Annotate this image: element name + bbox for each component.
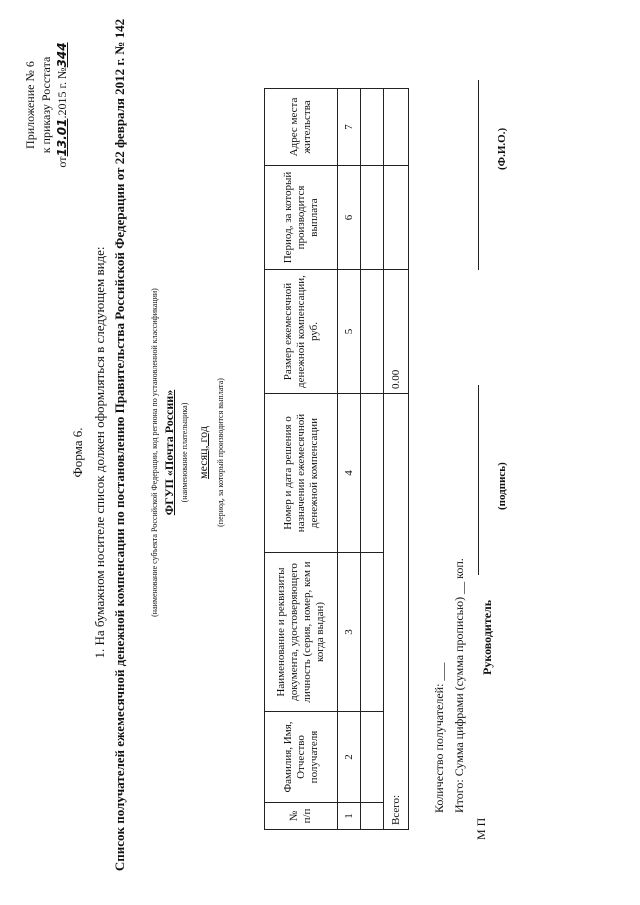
subject-note: (наименование субъекта Российской Федерации, код региона по установленной классификации) xyxy=(150,288,159,617)
appendix-line1: Приложение № 6 xyxy=(23,61,37,149)
header-cell: № п/п xyxy=(265,803,338,830)
period-note: (период, за который производится выплата) xyxy=(216,378,225,527)
date-month: 01 xyxy=(55,118,69,136)
document-title: Список получателей ежемесячной денежной компенсации по постановлению Правительства Российской Федерации от 22 февраля 2012 г. № 142 xyxy=(112,18,127,872)
recipients-count: Количество получателей: ___ xyxy=(432,662,446,813)
header-cell: Размер ежемесячной денежной компенсации, руб. xyxy=(265,270,338,394)
header-cell: Адрес места жительства xyxy=(265,89,338,166)
date-suffix: .2015 г. № xyxy=(55,67,69,119)
table-cell: 6 xyxy=(338,166,361,270)
header-cell: Фамилия, Имя, Отчество получателя xyxy=(265,712,338,803)
table-cell: 3 xyxy=(338,553,361,712)
form-title: Форма 6. xyxy=(70,427,85,478)
table-cell xyxy=(361,712,384,803)
appendix-line2: к приказу Росстата xyxy=(39,56,53,154)
table-cell xyxy=(361,166,384,270)
table-cell: 5 xyxy=(338,270,361,394)
table-header-row xyxy=(265,89,338,830)
appendix-date xyxy=(54,15,70,195)
head-label: Руководитель xyxy=(480,599,494,675)
table-cell xyxy=(361,803,384,830)
appendix-block xyxy=(22,15,70,195)
table-cell: 1 xyxy=(338,803,361,830)
period-value: месяц, год xyxy=(196,426,210,479)
table-cell xyxy=(361,270,384,394)
table-cell: 2 xyxy=(338,712,361,803)
table-row xyxy=(361,89,384,830)
total-row xyxy=(384,89,409,830)
total-label: Всего: xyxy=(384,394,409,830)
order-number: 344 xyxy=(55,42,69,68)
table-row xyxy=(338,89,361,830)
stamp-place: М П xyxy=(474,817,488,840)
payer-name: ФГУП «Почта России» xyxy=(162,389,176,516)
table-cell: 4 xyxy=(338,394,361,553)
signature-line xyxy=(478,385,479,575)
date-day: 13. xyxy=(55,135,69,157)
header-cell: Период, за который производится выплата xyxy=(265,166,338,270)
table-cell xyxy=(384,166,409,270)
recipients-table xyxy=(264,88,409,830)
header-cell: Номер и дата решения о назначении ежемесячной денежной компенсации xyxy=(265,394,338,553)
date-prefix: от xyxy=(55,156,69,168)
signature-label: (подпись) xyxy=(496,462,508,510)
fio-line xyxy=(478,80,479,270)
table-cell xyxy=(384,89,409,166)
header-cell: Наименование и реквизиты документа, удостоверяющего личность (серия, номер, кем и когда выдан) xyxy=(265,553,338,712)
table-cell xyxy=(361,553,384,712)
table-cell: 7 xyxy=(338,89,361,166)
fio-label: (Ф.И.О.) xyxy=(496,127,508,170)
payer-note: (наименование плательщика) xyxy=(180,402,189,503)
intro-text: 1. На бумажном носителе список должен оформляться в следующем виде: xyxy=(92,246,107,659)
table-cell xyxy=(361,394,384,553)
total-value: 0.00 xyxy=(384,270,409,394)
table-cell xyxy=(361,89,384,166)
total-in-words: Итого: Сумма цифрами (сумма прописью) __ коп. xyxy=(452,558,466,813)
